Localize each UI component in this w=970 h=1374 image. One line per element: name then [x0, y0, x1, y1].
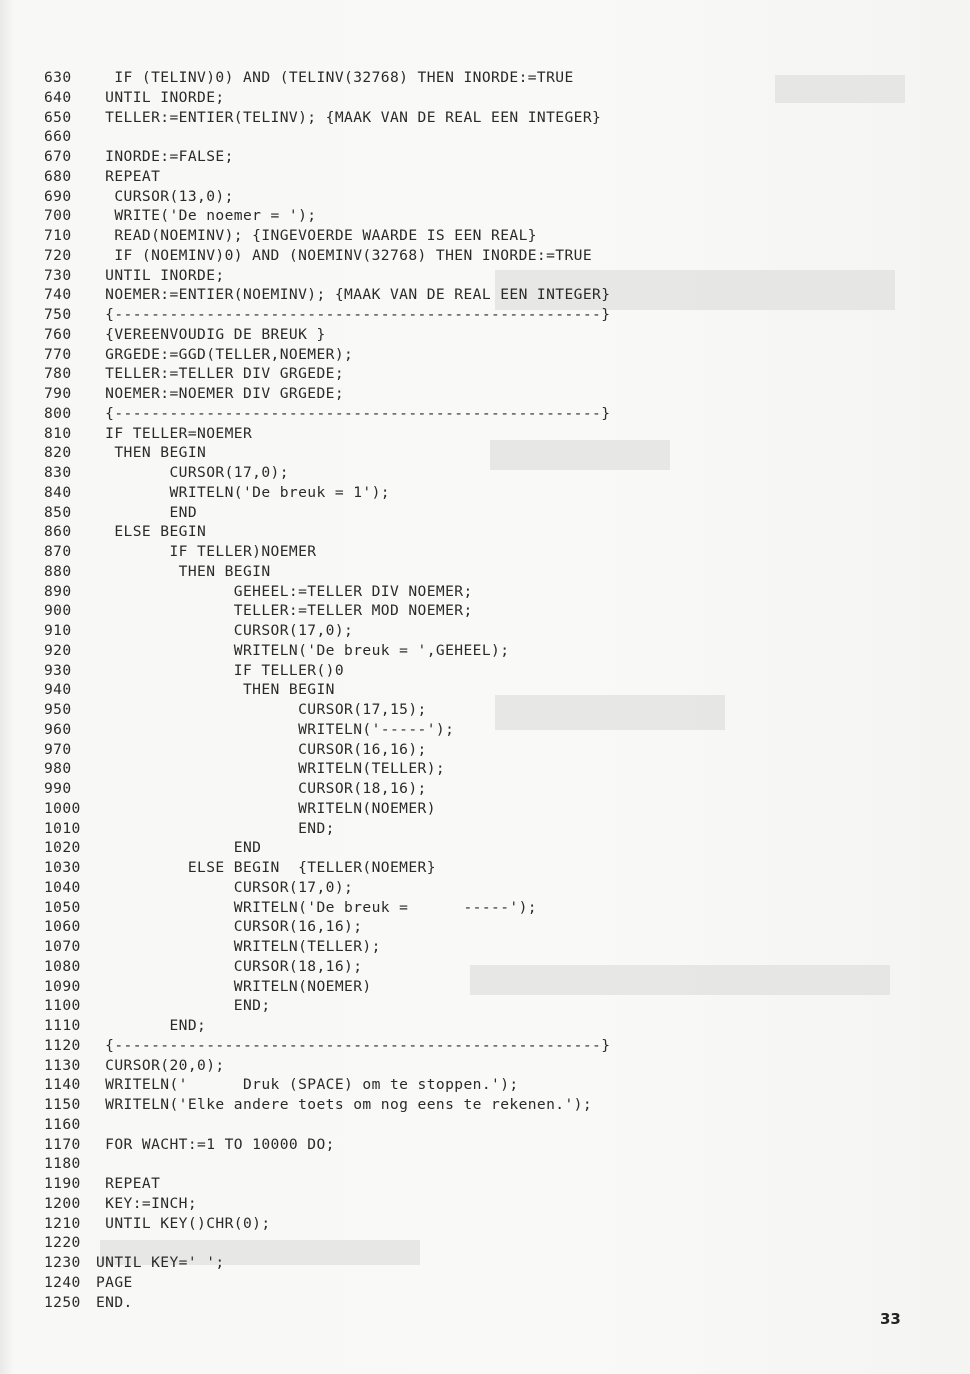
line-number: 1040 — [44, 878, 81, 896]
line-number: 720 — [44, 246, 72, 264]
code-line — [44, 1036, 884, 1056]
line-number: 1110 — [44, 1017, 81, 1034]
code-text: {-----------------------------------------------------} — [96, 306, 611, 323]
code-line — [44, 562, 884, 582]
line-number: 1000 — [44, 799, 81, 817]
code-line — [44, 937, 884, 957]
line-number: 740 — [44, 286, 72, 304]
line-number: 1100 — [44, 997, 81, 1015]
code-line — [44, 404, 884, 424]
code-text: THEN BEGIN — [96, 681, 335, 699]
line-number: 990 — [44, 780, 72, 797]
line-number: 870 — [44, 543, 72, 560]
code-text: WRITELN('Elke andere toets om nog eens te rekenen.'); — [96, 1096, 593, 1113]
code-text: READ(NOEMINV); {INGEVOERDE WAARDE IS EEN REAL} — [96, 227, 537, 244]
code-line — [44, 878, 884, 898]
code-line — [44, 1174, 884, 1194]
line-number: 1130 — [44, 1056, 81, 1074]
code-line — [44, 424, 884, 444]
code-line — [44, 1135, 884, 1155]
code-text: INORDE:=FALSE; — [96, 148, 234, 165]
code-text: UNTIL INORDE; — [96, 266, 225, 284]
code-text: UNTIL KEY=' '; — [96, 1254, 225, 1271]
code-text: WRITELN('-----'); — [96, 720, 455, 738]
line-number: 930 — [44, 661, 72, 679]
line-number: 1250 — [44, 1293, 81, 1311]
page-number: 33 — [880, 1310, 901, 1328]
line-number: 1030 — [44, 859, 81, 876]
code-text: CURSOR(18,16); — [96, 957, 363, 975]
line-number: 1200 — [44, 1194, 81, 1212]
code-text: WRITE('De noemer = '); — [96, 207, 317, 225]
line-number: 860 — [44, 523, 72, 541]
line-number: 770 — [44, 345, 72, 363]
code-line — [44, 226, 884, 246]
code-line — [44, 463, 884, 483]
code-line — [44, 957, 884, 977]
code-line — [44, 720, 884, 740]
line-number: 680 — [44, 167, 72, 185]
code-text: GRGEDE:=GGD(TELLER,NOEMER); — [96, 345, 354, 363]
line-number: 660 — [44, 128, 72, 146]
code-line — [44, 1293, 884, 1313]
code-line — [44, 384, 884, 404]
code-text: CURSOR(20,0); — [96, 1056, 225, 1074]
code-text: CURSOR(17,0); — [96, 622, 354, 639]
line-number: 850 — [44, 503, 72, 521]
code-text: WRITELN('De breuk = -----'); — [96, 898, 537, 916]
code-line — [44, 680, 884, 700]
code-line — [44, 582, 884, 602]
code-line — [44, 759, 884, 779]
code-text: IF (NOEMINV)0) AND (NOEMINV(32768) THEN INORDE:=TRUE — [96, 246, 593, 264]
code-line — [44, 108, 884, 128]
code-text: REPEAT — [96, 1175, 161, 1192]
line-number: 1150 — [44, 1096, 81, 1113]
code-text: {-----------------------------------------------------} — [96, 404, 611, 422]
line-number: 690 — [44, 187, 72, 205]
line-number: 1060 — [44, 918, 81, 936]
line-number: 1070 — [44, 938, 81, 955]
line-number: 790 — [44, 385, 72, 402]
code-text: END — [96, 839, 262, 857]
code-line — [44, 621, 884, 641]
code-line — [44, 522, 884, 542]
code-line — [44, 661, 884, 681]
line-number: 650 — [44, 108, 72, 126]
code-text: ELSE BEGIN — [96, 523, 207, 541]
code-text: WRITELN(NOEMER) — [96, 799, 436, 817]
line-number: 630 — [44, 69, 72, 86]
code-text: REPEAT — [96, 167, 161, 185]
code-text: {-----------------------------------------------------} — [96, 1036, 611, 1054]
line-number: 1170 — [44, 1135, 81, 1153]
code-text: UNTIL INORDE; — [96, 88, 225, 106]
code-text: WRITELN(TELLER); — [96, 760, 446, 778]
code-line — [44, 1194, 884, 1214]
code-line — [44, 1253, 884, 1273]
code-text: IF TELLER()0 — [96, 661, 345, 679]
code-text: END; — [96, 1017, 207, 1034]
code-text: TELLER:=TELLER DIV GRGEDE; — [96, 365, 345, 383]
code-line — [44, 1056, 884, 1076]
line-number: 950 — [44, 701, 72, 718]
code-line — [44, 1273, 884, 1293]
code-line — [44, 1115, 884, 1135]
code-line — [44, 187, 884, 207]
line-number: 670 — [44, 148, 72, 165]
code-text: FOR WACHT:=1 TO 10000 DO; — [96, 1135, 335, 1153]
line-number: 730 — [44, 266, 72, 284]
code-line — [44, 285, 884, 305]
code-text: PAGE — [96, 1273, 133, 1291]
code-line — [44, 700, 884, 720]
line-number: 830 — [44, 464, 72, 481]
code-line — [44, 147, 884, 167]
line-number: 1180 — [44, 1155, 81, 1173]
code-text: TELLER:=TELLER MOD NOEMER; — [96, 602, 473, 620]
pascal-listing — [44, 68, 884, 1312]
line-number: 920 — [44, 641, 72, 659]
code-text: END. — [96, 1293, 133, 1311]
code-text: TELLER:=ENTIER(TELINV); {MAAK VAN DE REAL EEN INTEGER} — [96, 108, 602, 126]
code-line — [44, 246, 884, 266]
code-text: WRITELN('De breuk = ',GEHEEL); — [96, 641, 510, 659]
code-text: THEN BEGIN — [96, 562, 271, 580]
line-number: 1190 — [44, 1175, 81, 1192]
code-line — [44, 68, 884, 88]
code-line — [44, 305, 884, 325]
code-line — [44, 88, 884, 108]
line-number: 900 — [44, 602, 72, 620]
code-line — [44, 127, 884, 147]
code-line — [44, 799, 884, 819]
line-number: 1120 — [44, 1036, 81, 1054]
code-text: CURSOR(17,0); — [96, 464, 289, 481]
line-number: 820 — [44, 444, 72, 462]
code-line — [44, 1016, 884, 1036]
code-line — [44, 1214, 884, 1234]
code-text: CURSOR(17,15); — [96, 701, 427, 718]
line-number: 890 — [44, 582, 72, 600]
code-text: IF TELLER)NOEMER — [96, 543, 317, 560]
line-number: 810 — [44, 424, 72, 442]
line-number: 1160 — [44, 1115, 81, 1133]
code-line — [44, 1075, 884, 1095]
code-line — [44, 838, 884, 858]
line-number: 1240 — [44, 1273, 81, 1291]
code-text: END — [96, 503, 198, 521]
code-text: UNTIL KEY()CHR(0); — [96, 1214, 271, 1232]
line-number: 1220 — [44, 1234, 81, 1252]
line-number: 940 — [44, 681, 72, 699]
code-line — [44, 206, 884, 226]
line-number: 840 — [44, 483, 72, 501]
line-number: 800 — [44, 404, 72, 422]
code-line — [44, 977, 884, 997]
code-text: CURSOR(16,16); — [96, 918, 363, 936]
line-number: 700 — [44, 207, 72, 225]
line-number: 710 — [44, 227, 72, 244]
code-text: GEHEEL:=TELLER DIV NOEMER; — [96, 582, 473, 600]
code-line — [44, 1154, 884, 1174]
line-number: 980 — [44, 760, 72, 778]
code-text: {VEREENVOUDIG DE BREUK } — [96, 325, 326, 343]
code-line — [44, 325, 884, 345]
code-text: NOEMER:=ENTIER(NOEMINV); {MAAK VAN DE REAL EEN INTEGER} — [96, 286, 611, 304]
code-line — [44, 266, 884, 286]
line-number: 1210 — [44, 1214, 81, 1232]
code-text: KEY:=INCH; — [96, 1194, 198, 1212]
code-text: IF TELLER=NOEMER — [96, 424, 253, 442]
line-number: 1080 — [44, 957, 81, 975]
code-text: WRITELN(NOEMER) — [96, 977, 372, 995]
code-text: CURSOR(17,0); — [96, 878, 354, 896]
code-text: WRITELN('De breuk = 1'); — [96, 483, 390, 501]
code-line — [44, 1233, 884, 1253]
code-text: END; — [96, 819, 335, 837]
line-number: 1010 — [44, 819, 81, 837]
code-line — [44, 483, 884, 503]
code-text: WRITELN(' Druk (SPACE) om te stoppen.'); — [96, 1076, 519, 1094]
code-line — [44, 917, 884, 937]
line-number: 910 — [44, 622, 72, 639]
code-line — [44, 740, 884, 760]
line-number: 780 — [44, 365, 72, 383]
line-number: 970 — [44, 740, 72, 758]
code-text: ELSE BEGIN {TELLER(NOEMER} — [96, 859, 436, 876]
code-text: CURSOR(18,16); — [96, 780, 427, 797]
code-line — [44, 542, 884, 562]
code-text: CURSOR(16,16); — [96, 740, 427, 758]
code-line — [44, 898, 884, 918]
code-line — [44, 503, 884, 523]
code-text: IF (TELINV)0) AND (TELINV(32768) THEN INORDE:=TRUE — [96, 69, 574, 86]
line-number: 960 — [44, 720, 72, 738]
code-text: THEN BEGIN — [96, 444, 207, 462]
line-number: 1050 — [44, 898, 81, 916]
code-line — [44, 641, 884, 661]
line-number: 1090 — [44, 977, 81, 995]
code-line — [44, 167, 884, 187]
line-number: 880 — [44, 562, 72, 580]
code-line — [44, 858, 884, 878]
line-number: 1230 — [44, 1254, 81, 1271]
code-line — [44, 819, 884, 839]
code-line — [44, 996, 884, 1016]
code-text: WRITELN(TELLER); — [96, 938, 381, 955]
line-number: 1140 — [44, 1076, 81, 1094]
code-line — [44, 601, 884, 621]
code-line — [44, 443, 884, 463]
line-number: 1020 — [44, 839, 81, 857]
code-text: END; — [96, 997, 271, 1015]
line-number: 640 — [44, 88, 72, 106]
line-number: 760 — [44, 325, 72, 343]
code-text: CURSOR(13,0); — [96, 187, 234, 205]
code-line — [44, 364, 884, 384]
code-line — [44, 345, 884, 365]
code-line — [44, 1095, 884, 1115]
line-number: 750 — [44, 306, 72, 323]
code-line — [44, 779, 884, 799]
code-text: NOEMER:=NOEMER DIV GRGEDE; — [96, 385, 345, 402]
